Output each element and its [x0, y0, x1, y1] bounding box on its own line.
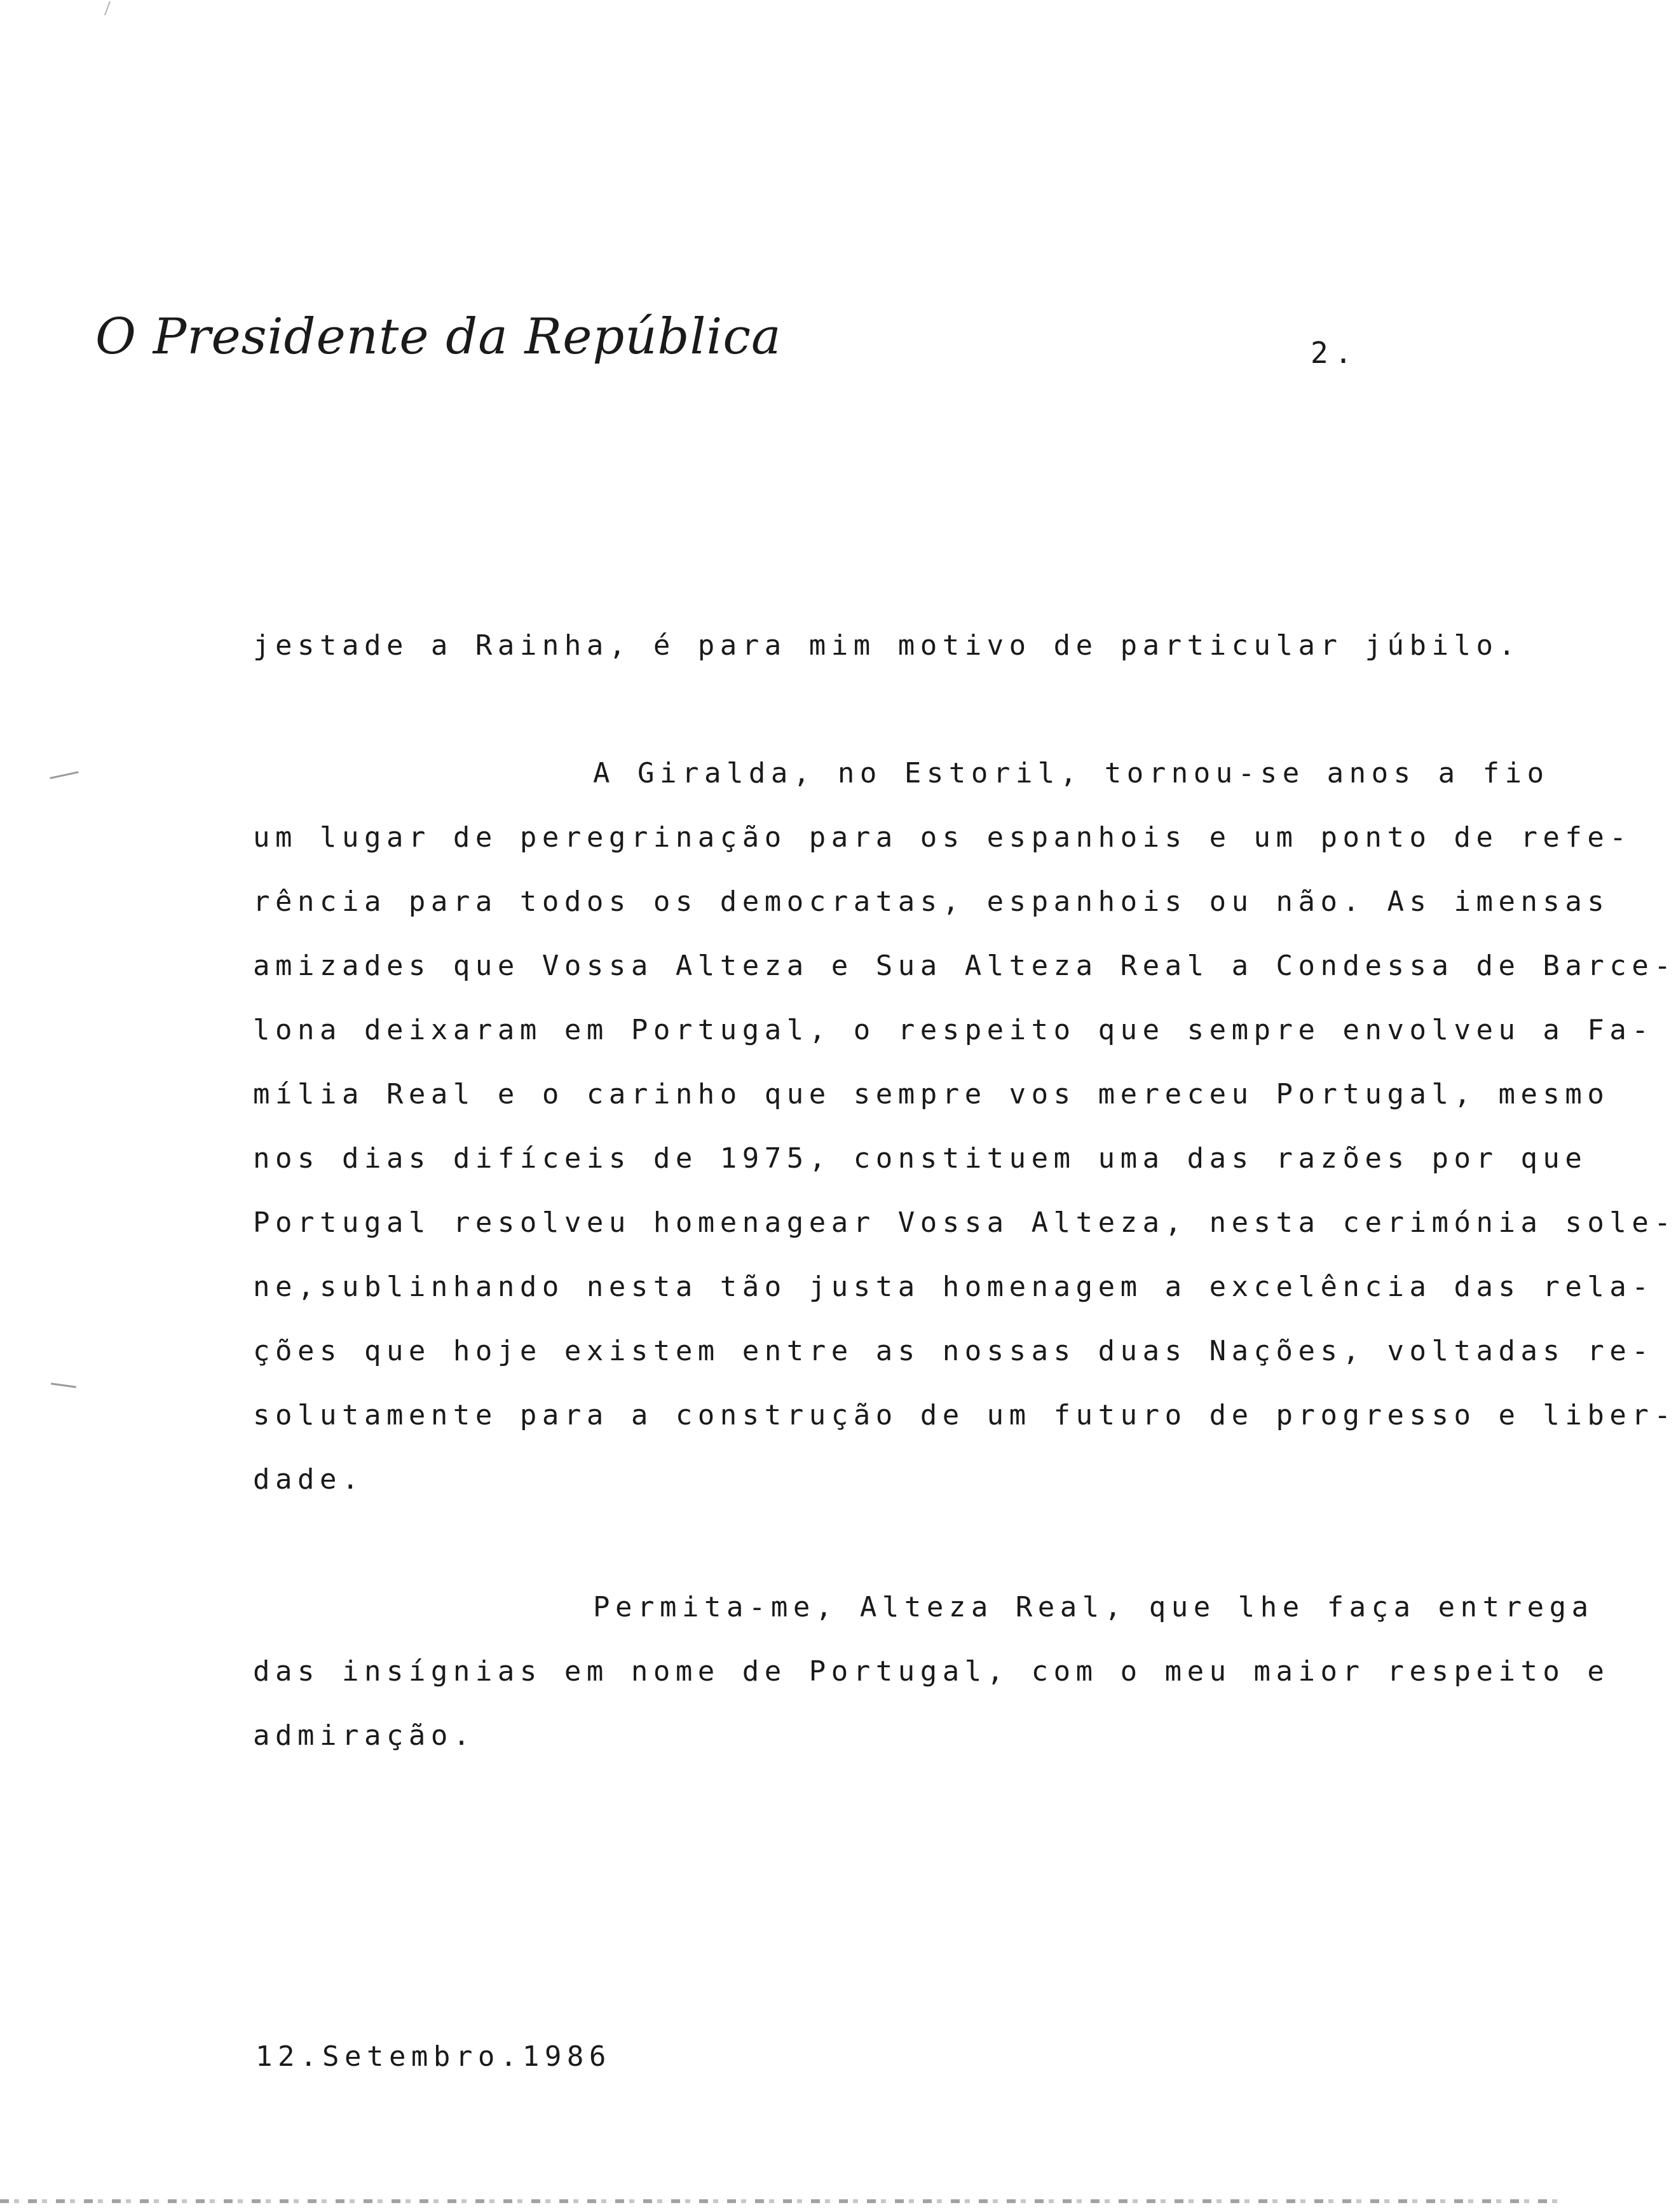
- letterhead-title: O Presidente da República: [95, 308, 782, 365]
- text-line: ções que hoje existem entre as nossas duas Nações, voltadas re-: [253, 1335, 1654, 1367]
- margin-punch-mark: [51, 1382, 76, 1388]
- text-line: Portugal resolveu homenagear Vossa Alteza, nesta cerimónia sole-: [253, 1206, 1676, 1239]
- page-number: 2.: [1311, 336, 1359, 370]
- scan-corner-mark: [104, 1, 117, 15]
- text-line: das insígnias em nome de Portugal, com o meu maior respeito e: [253, 1655, 1610, 1688]
- margin-punch-mark: [50, 771, 79, 779]
- text-line: A Giralda, no Estoril, tornou-se anos a fio: [593, 757, 1550, 789]
- text-line: rência para todos os democratas, espanhois ou não. As imensas: [253, 885, 1610, 918]
- paragraph-continuation: [253, 613, 1521, 678]
- text-line: nos dias difíceis de 1975, constituem uma das razões por que: [253, 1142, 1588, 1175]
- scan-bottom-edge: [0, 2199, 1566, 2203]
- letter-body: [253, 613, 1676, 1768]
- letter-date: 12.Setembro.1986: [255, 2040, 611, 2073]
- text-line: jestade a Rainha, é para mim motivo de particular júbilo.: [253, 629, 1521, 662]
- text-line: admiração.: [253, 1719, 475, 1752]
- text-line: Permita-me, Alteza Real, que lhe faça entrega: [593, 1591, 1594, 1623]
- text-line: amizades que Vossa Alteza e Sua Alteza Real a Condessa de Barce-: [253, 950, 1676, 982]
- text-line: ne,sublinhando nesta tão justa homenagem a excelência das rela-: [253, 1271, 1654, 1303]
- paragraph-gap: [253, 678, 1467, 741]
- text-line: mília Real e o carinho que sempre vos mereceu Portugal, mesmo: [253, 1078, 1610, 1110]
- paragraph-giralda: [253, 741, 1676, 1512]
- paragraph-insignias: [253, 1575, 1610, 1768]
- text-line: um lugar de peregrinação para os espanhois e um ponto de refe-: [253, 821, 1632, 854]
- text-line: solutamente para a construção de um futuro de progresso e liber-: [253, 1399, 1676, 1431]
- text-line: lona deixaram em Portugal, o respeito que sempre envolveu a Fa-: [253, 1014, 1654, 1046]
- paragraph-gap: [253, 1512, 1467, 1575]
- text-line: dade.: [253, 1463, 364, 1496]
